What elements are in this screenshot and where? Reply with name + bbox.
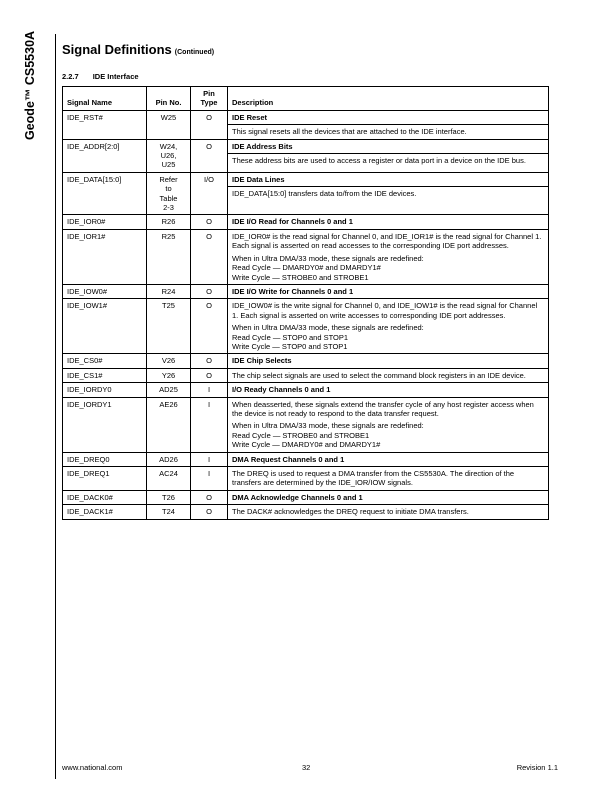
pin-type-cell: I [191,467,228,491]
description-text: The chip select signals are used to select the command block registers in an IDE device. [232,370,526,380]
pin-type-cell: O [191,505,228,519]
product-title: Geode™ CS5530A [23,30,37,140]
description-cell [228,299,549,354]
description-title: IDE Chip Selects [232,356,292,366]
description-title: IDE Reset [232,112,268,122]
section-number: 2.2.7 [62,72,79,81]
table-row [63,397,549,452]
signal-name-cell: IDE_CS1# [63,368,147,382]
description-cell [228,354,549,368]
table-row [63,452,549,466]
pin-type-cell: O [191,229,228,284]
header-description: Description [228,87,549,111]
header-signal-name: Signal Name [63,87,147,111]
header-pin-no: Pin No. [147,87,191,111]
description-text-secondary: When in Ultra DMA/33 mode, these signals are redefined: Read Cycle — DMARDY0# and DMARDY1# Write Cycle — STROBE0 and STROBE1 [232,253,424,282]
page-title [62,42,214,57]
pin-number-cell: R24 [147,284,191,298]
table-row [63,299,549,354]
header-pin-type: Pin Type [191,87,228,111]
pin-number-cell: Refer to Table 2-3 [147,172,191,215]
table-row [63,383,549,397]
description-text-secondary: When in Ultra DMA/33 mode, these signals are redefined: Read Cycle — STOP0 and STOP1 Write Cycle — STOP0 and STOP1 [232,323,424,351]
table-row [63,467,549,491]
description-title: DMA Acknowledge Channels 0 and 1 [232,492,363,502]
description-cell [228,452,549,466]
description-cell [228,110,549,139]
signal-name-cell: IDE_IOW0# [63,284,147,298]
signal-name-cell: IDE_IORDY0 [63,383,147,397]
pin-number-cell: W24, U26, U25 [147,139,191,172]
signal-name-cell: IDE_IOR1# [63,229,147,284]
footer-page-number: 32 [302,763,311,772]
pin-type-cell: O [191,354,228,368]
table-row [63,110,549,139]
section-heading [62,72,139,81]
table-header-row [63,87,549,111]
table-row [63,354,549,368]
pin-number-cell: T25 [147,299,191,354]
description-cell [228,229,549,284]
pin-number-cell: R25 [147,229,191,284]
pin-type-cell: I/O [191,172,228,215]
pin-number-cell: V26 [147,354,191,368]
pin-number-cell: T24 [147,505,191,519]
pin-number-cell: W25 [147,110,191,139]
continued-label: (Continued) [174,49,215,56]
pin-number-cell: AD25 [147,383,191,397]
table-row [63,172,549,215]
table-row [63,368,549,382]
pin-type-cell: I [191,397,228,452]
table-row [63,490,549,504]
description-title: IDE Data Lines [232,174,285,184]
signal-name-cell: IDE_ADDR[2:0] [63,139,147,172]
pin-type-cell: O [191,299,228,354]
signal-name-cell: IDE_DREQ0 [63,452,147,466]
page-title-text: Signal Definitions [62,42,172,57]
description-text: When deasserted, these signals extend the transfer cycle of any host register access when the device is not ready to respond to the data transfer request. [232,399,534,418]
description-text: This signal resets all the devices that are attached to the IDE interface. [232,127,467,137]
signal-name-cell: IDE_DATA[15:0] [63,172,147,215]
description-title: IDE Address Bits [232,141,293,151]
description-text: The DREQ is used to request a DMA transfer from the CS5530A. The direction of the transfers are determined by the IDE_IOR/IOW signals. [232,469,515,488]
description-cell [228,172,549,215]
description-title: DMA Request Channels 0 and 1 [232,454,345,464]
pin-type-cell: O [191,139,228,172]
description-text: IDE_IOR0# is the read signal for Channel 0, and IDE_IOR1# is the read signal for Channel 1. Each signal is asserted on read accesses to the corresponding IDE port addresses. [232,231,542,251]
signal-name-cell: IDE_IOR0# [63,215,147,229]
table-row [63,505,549,519]
pin-number-cell: R26 [147,215,191,229]
pin-type-cell: O [191,490,228,504]
pin-number-cell: AC24 [147,467,191,491]
table-row [63,215,549,229]
description-cell [228,467,549,491]
description-text: IDE_DATA[15:0] transfers data to/from the IDE devices. [232,189,417,199]
signal-name-cell: IDE_IORDY1 [63,397,147,452]
description-title: IDE I/O Read for Channels 0 and 1 [232,217,353,227]
description-text: IDE_IOW0# is the write signal for Channel 0, and IDE_IOW1# is the read signal for Channel 1. Each signal is asserted on write accesses to corresponding IDE port addresses. [232,301,538,320]
description-cell [228,505,549,519]
pin-type-cell: O [191,215,228,229]
margin-rule [55,34,56,779]
pin-type-cell: I [191,383,228,397]
description-cell [228,397,549,452]
description-text: These address bits are used to access a register or data port in a device on the IDE bus. [232,156,526,166]
pin-type-cell: I [191,452,228,466]
signal-name-cell: IDE_CS0# [63,354,147,368]
section-title: IDE Interface [92,72,139,81]
pin-type-cell: O [191,110,228,139]
description-title: I/O Ready Channels 0 and 1 [232,385,331,395]
signal-name-cell: IDE_RST# [63,110,147,139]
signal-name-cell: IDE_DACK1# [63,505,147,519]
description-cell [228,139,549,172]
signal-name-cell: IDE_DACK0# [63,490,147,504]
signal-table [62,86,549,520]
signal-name-cell: IDE_DREQ1 [63,467,147,491]
table-row [63,139,549,172]
pin-type-cell: O [191,284,228,298]
pin-number-cell: T26 [147,490,191,504]
footer-website: www.national.com [62,763,123,772]
table-row [63,284,549,298]
description-cell [228,284,549,298]
pin-number-cell: AD26 [147,452,191,466]
description-cell [228,383,549,397]
description-text: The DACK# acknowledges the DREQ request to initiate DMA transfers. [232,507,469,517]
pin-number-cell: AE26 [147,397,191,452]
description-title: IDE I/O Write for Channels 0 and 1 [232,286,354,296]
table-row [63,229,549,284]
signal-name-cell: IDE_IOW1# [63,299,147,354]
footer-revision: Revision 1.1 [516,763,558,772]
description-cell [228,368,549,382]
pin-number-cell: Y26 [147,368,191,382]
description-text-secondary: When in Ultra DMA/33 mode, these signals are redefined: Read Cycle — STROBE0 and STROBE1 Write Cycle — DMARDY0# and DMARDY1# [232,421,424,450]
description-cell [228,215,549,229]
description-cell [228,490,549,504]
pin-type-cell: O [191,368,228,382]
